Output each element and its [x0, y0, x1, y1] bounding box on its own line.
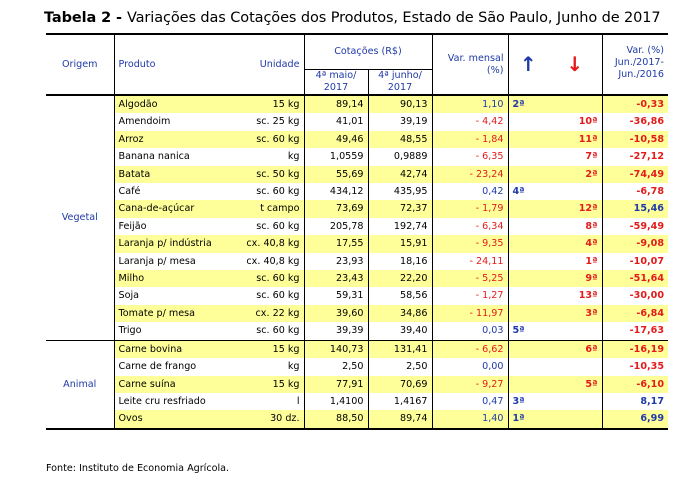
- cell-junho: 34,86: [368, 305, 432, 322]
- cell-rank-up: [508, 200, 548, 217]
- cell-rank-down: 4ª: [548, 235, 602, 252]
- cell-unidade: sc. 60 kg: [222, 287, 304, 304]
- cell-rank-down: 8ª: [548, 218, 602, 235]
- cell-var-anual: -27,12: [602, 148, 668, 165]
- cell-var-mensal: 1,40: [432, 410, 508, 428]
- cell-produto: Algodão: [114, 95, 222, 113]
- cell-junho: 18,16: [368, 253, 432, 270]
- cell-var-mensal: - 11,97: [432, 305, 508, 322]
- cell-junho: 48,55: [368, 131, 432, 148]
- cell-rank-down: 1ª: [548, 253, 602, 270]
- cell-var-mensal: - 5,25: [432, 270, 508, 287]
- cell-rank-down: 10ª: [548, 113, 602, 130]
- cell-var-anual: -6,10: [602, 376, 668, 393]
- cell-var-anual: -9,08: [602, 235, 668, 252]
- cell-rank-down: 5ª: [548, 376, 602, 393]
- cell-var-anual: -36,86: [602, 113, 668, 130]
- cell-rank-up: [508, 218, 548, 235]
- cell-junho: 89,74: [368, 410, 432, 428]
- cell-rank-down: [548, 95, 602, 113]
- cell-rank-up: 5ª: [508, 322, 548, 340]
- cell-maio: 73,69: [304, 200, 368, 217]
- cell-produto: Carne suína: [114, 376, 222, 393]
- cell-unidade: sc. 60 kg: [222, 270, 304, 287]
- cell-rank-up: [508, 113, 548, 130]
- table-title-number: Tabela 2 -: [44, 10, 127, 26]
- cell-var-anual: -10,35: [602, 358, 668, 375]
- header-junho: [368, 70, 432, 96]
- cell-unidade: sc. 25 kg: [222, 113, 304, 130]
- cell-var-anual: -59,49: [602, 218, 668, 235]
- table-row: [46, 166, 668, 183]
- table-row: [46, 340, 668, 358]
- cell-var-anual: -51,64: [602, 270, 668, 287]
- cell-junho: 70,69: [368, 376, 432, 393]
- cell-unidade: sc. 50 kg: [222, 166, 304, 183]
- cell-produto: Feijão: [114, 218, 222, 235]
- cell-produto: Leite cru resfriado: [114, 393, 222, 410]
- header-cotacoes: Cotações (R$): [304, 34, 432, 70]
- cell-unidade: 15 kg: [222, 376, 304, 393]
- cell-var-mensal: - 6,35: [432, 148, 508, 165]
- cell-junho: 2,50: [368, 358, 432, 375]
- cell-unidade: cx. 22 kg: [222, 305, 304, 322]
- cell-produto: Arroz: [114, 131, 222, 148]
- cell-junho: 0,9889: [368, 148, 432, 165]
- cell-unidade: 15 kg: [222, 340, 304, 358]
- cell-rank-up: [508, 166, 548, 183]
- header-var-anual-text: Var. (%) Jun./2017- Jun./2016: [614, 45, 664, 80]
- cell-rank-up: [508, 253, 548, 270]
- cell-maio: 1,4100: [304, 393, 368, 410]
- header-unidade: Unidade: [222, 34, 304, 95]
- cell-rank-down: 7ª: [548, 148, 602, 165]
- header-maio-text: 4ª maio/ 2017: [315, 70, 357, 93]
- cell-produto: Carne de frango: [114, 358, 222, 375]
- header-arrow-up: [508, 34, 548, 95]
- origem-vegetal: Vegetal: [46, 95, 114, 340]
- cell-maio: 49,46: [304, 131, 368, 148]
- cell-junho: 39,19: [368, 113, 432, 130]
- cell-junho: 22,20: [368, 270, 432, 287]
- cell-rank-down: [548, 183, 602, 200]
- cell-var-mensal: - 4,42: [432, 113, 508, 130]
- cell-junho: 435,95: [368, 183, 432, 200]
- table-row: [46, 322, 668, 340]
- cell-rank-down: 3ª: [548, 305, 602, 322]
- cell-var-mensal: - 1,84: [432, 131, 508, 148]
- cell-rank-down: [548, 322, 602, 340]
- cell-var-anual: -16,19: [602, 340, 668, 358]
- cell-maio: 2,50: [304, 358, 368, 375]
- cell-unidade: cx. 40,8 kg: [222, 253, 304, 270]
- cell-produto: Café: [114, 183, 222, 200]
- cell-rank-up: [508, 131, 548, 148]
- cell-produto: Ovos: [114, 410, 222, 428]
- cell-rank-down: 6ª: [548, 340, 602, 358]
- cell-produto: Carne bovina: [114, 340, 222, 358]
- cell-rank-up: [508, 148, 548, 165]
- table-body: [46, 95, 668, 429]
- cell-var-mensal: 0,03: [432, 322, 508, 340]
- cell-junho: 1,4167: [368, 393, 432, 410]
- cell-unidade: kg: [222, 148, 304, 165]
- cell-rank-down: 9ª: [548, 270, 602, 287]
- cell-var-mensal: 1,10: [432, 95, 508, 113]
- cell-rank-down: 12ª: [548, 200, 602, 217]
- cell-var-anual: -74,49: [602, 166, 668, 183]
- header-var-anual: [602, 34, 668, 95]
- cell-maio: 23,43: [304, 270, 368, 287]
- header-junho-text: 4ª junho/ 2017: [378, 70, 422, 93]
- cell-junho: 90,13: [368, 95, 432, 113]
- cell-var-mensal: 0,42: [432, 183, 508, 200]
- table-row: [46, 235, 668, 252]
- cell-var-anual: -6,84: [602, 305, 668, 322]
- table-row: [46, 95, 668, 113]
- cell-junho: 131,41: [368, 340, 432, 358]
- cell-var-anual: -10,58: [602, 131, 668, 148]
- cell-var-anual: -6,78: [602, 183, 668, 200]
- table-row: [46, 376, 668, 393]
- cell-maio: 41,01: [304, 113, 368, 130]
- cell-var-anual: -30,00: [602, 287, 668, 304]
- cell-rank-up: [508, 358, 548, 375]
- cell-produto: Banana nanica: [114, 148, 222, 165]
- cell-maio: 77,91: [304, 376, 368, 393]
- cell-maio: 88,50: [304, 410, 368, 428]
- cell-maio: 140,73: [304, 340, 368, 358]
- cell-var-mensal: - 1,27: [432, 287, 508, 304]
- source-note: Fonte: Instituto de Economia Agrícola.: [46, 463, 230, 474]
- cell-unidade: sc. 60 kg: [222, 218, 304, 235]
- cell-produto: Soja: [114, 287, 222, 304]
- cell-var-mensal: - 23,24: [432, 166, 508, 183]
- header-var-mensal: [432, 34, 508, 95]
- cell-produto: Milho: [114, 270, 222, 287]
- table-row: [46, 305, 668, 322]
- cell-produto: Cana-de-açúcar: [114, 200, 222, 217]
- table-row: [46, 183, 668, 200]
- cell-rank-up: [508, 270, 548, 287]
- table-row: [46, 358, 668, 375]
- cell-produto: Amendoim: [114, 113, 222, 130]
- header-var-mensal-text: Var. mensal (%): [447, 52, 504, 76]
- cell-maio: 17,55: [304, 235, 368, 252]
- cell-junho: 39,40: [368, 322, 432, 340]
- cell-produto: Laranja p/ indústria: [114, 235, 222, 252]
- cell-rank-up: [508, 235, 548, 252]
- cell-rank-up: 2ª: [508, 95, 548, 113]
- header-maio: [304, 70, 368, 96]
- cell-rank-up: 4ª: [508, 183, 548, 200]
- cell-var-mensal: - 6,34: [432, 218, 508, 235]
- cell-var-mensal: - 24,11: [432, 253, 508, 270]
- cell-unidade: sc. 60 kg: [222, 322, 304, 340]
- cell-rank-up: [508, 376, 548, 393]
- cell-rank-down: [548, 358, 602, 375]
- cell-rank-down: [548, 410, 602, 428]
- cell-rank-down: 11ª: [548, 131, 602, 148]
- cell-unidade: sc. 60 kg: [222, 131, 304, 148]
- table-row: [46, 113, 668, 130]
- arrow-up-icon: ↑: [519, 52, 537, 76]
- cell-unidade: l: [222, 393, 304, 410]
- cell-junho: 192,74: [368, 218, 432, 235]
- arrow-down-icon: ↓: [566, 52, 584, 76]
- cell-rank-up: [508, 287, 548, 304]
- header-origem: Origem: [46, 34, 114, 95]
- cell-rank-up: [508, 305, 548, 322]
- cell-rank-down: 2ª: [548, 166, 602, 183]
- cell-var-anual: 15,46: [602, 200, 668, 217]
- cell-maio: 205,78: [304, 218, 368, 235]
- cell-rank-up: 3ª: [508, 393, 548, 410]
- header-arrow-down: [548, 34, 602, 95]
- cell-rank-down: [548, 393, 602, 410]
- table-row: [46, 410, 668, 428]
- cell-var-mensal: 0,47: [432, 393, 508, 410]
- table-row: [46, 287, 668, 304]
- cell-produto: Batata: [114, 166, 222, 183]
- cell-var-anual: -0,33: [602, 95, 668, 113]
- cell-var-anual: -17,63: [602, 322, 668, 340]
- cell-unidade: 30 dz.: [222, 410, 304, 428]
- cell-var-anual: 8,17: [602, 393, 668, 410]
- table-row: [46, 270, 668, 287]
- cell-maio: 39,39: [304, 322, 368, 340]
- quotes-table: [46, 33, 668, 430]
- cell-var-anual: 6,99: [602, 410, 668, 428]
- cell-maio: 23,93: [304, 253, 368, 270]
- table-row: [46, 253, 668, 270]
- cell-rank-down: 13ª: [548, 287, 602, 304]
- cell-junho: 42,74: [368, 166, 432, 183]
- origem-animal: Animal: [46, 340, 114, 429]
- cell-var-mensal: - 9,27: [432, 376, 508, 393]
- cell-rank-up: 1ª: [508, 410, 548, 428]
- cell-var-mensal: - 1,79: [432, 200, 508, 217]
- cell-junho: 15,91: [368, 235, 432, 252]
- cell-produto: Laranja p/ mesa: [114, 253, 222, 270]
- cell-maio: 59,31: [304, 287, 368, 304]
- cell-unidade: cx. 40,8 kg: [222, 235, 304, 252]
- cell-produto: Tomate p/ mesa: [114, 305, 222, 322]
- cell-maio: 39,60: [304, 305, 368, 322]
- table-title-text: Variações das Cotações dos Produtos, Estado de São Paulo, Junho de 2017: [126, 10, 661, 26]
- cell-var-mensal: 0,00: [432, 358, 508, 375]
- table-row: [46, 148, 668, 165]
- table-row: [46, 131, 668, 148]
- cell-var-mensal: - 9,35: [432, 235, 508, 252]
- table-row: [46, 218, 668, 235]
- table-row: [46, 200, 668, 217]
- cell-unidade: t campo: [222, 200, 304, 217]
- cell-var-mensal: - 6,62: [432, 340, 508, 358]
- cell-maio: 434,12: [304, 183, 368, 200]
- header-produto: Produto: [114, 34, 222, 95]
- cell-junho: 72,37: [368, 200, 432, 217]
- cell-unidade: kg: [222, 358, 304, 375]
- cell-maio: 55,69: [304, 166, 368, 183]
- cell-maio: 89,14: [304, 95, 368, 113]
- table-title: [44, 10, 661, 26]
- cell-produto: Trigo: [114, 322, 222, 340]
- cell-maio: 1,0559: [304, 148, 368, 165]
- cell-junho: 58,56: [368, 287, 432, 304]
- cell-rank-up: [508, 340, 548, 358]
- cell-unidade: 15 kg: [222, 95, 304, 113]
- cell-unidade: sc. 60 kg: [222, 183, 304, 200]
- cell-var-anual: -10,07: [602, 253, 668, 270]
- table-row: [46, 393, 668, 410]
